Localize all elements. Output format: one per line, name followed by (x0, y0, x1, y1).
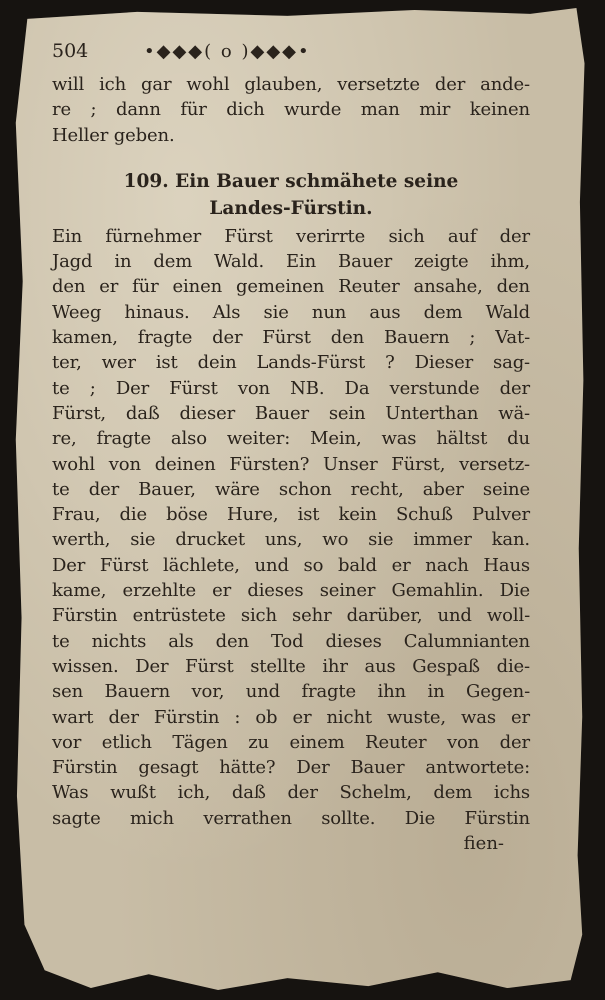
text-line: Der Fürst lächlete, und so bald er nach Haus (52, 554, 530, 576)
carry-over-paragraph (52, 72, 530, 148)
text-line: kame, erzehlte er dieses seiner Gemahlin. Die (52, 580, 530, 602)
story-body (52, 224, 530, 831)
text-line: werth, sie drucket uns, wo sie immer kan. (52, 529, 530, 551)
text-line: te ; Der Fürst von NB. Da verstunde der (52, 377, 530, 399)
text-line: Frau, die böse Hure, ist kein Schuß Pulver (52, 504, 530, 526)
text-line: Heller geben. (52, 124, 175, 146)
story-title-line: Landes-Fürstin. (209, 197, 373, 219)
text-line: Fürstin entrüstete sich sehr darüber, und woll- (52, 605, 530, 627)
text-line: Was wußt ich, daß der Schelm, dem ichs (52, 782, 530, 804)
catchword: fien- (463, 833, 504, 855)
text-line: will ich gar wohl glauben, versetzte der ande- (52, 74, 530, 95)
text-line: den er für einen gemeinen Reuter ansahe, den (52, 276, 530, 298)
text-line: wissen. Der Fürst stellte ihr aus Gespaß die- (52, 655, 530, 677)
text-line: sen Bauern vor, und fragte ihn in Gegen- (52, 681, 530, 703)
text-line: te der Bauer, wäre schon recht, aber seine (52, 478, 530, 500)
text-line: Fürst, daß dieser Bauer sein Unterthan wä- (52, 402, 530, 424)
page-text (52, 34, 530, 857)
text-line: Weeg hinaus. Als sie nun aus dem Wald (52, 301, 530, 323)
text-line: re ; dann für dich wurde man mir keinen (52, 99, 530, 121)
text-line: wart der Fürstin : ob er nicht wuste, was er (52, 706, 530, 728)
text-line: kamen, fragte der Fürst den Bauern ; Vat- (52, 327, 530, 349)
text-line: wohl von deinen Fürsten? Unser Fürst, versetz- (52, 453, 530, 475)
header-ornament: •◆◆◆( o )◆◆◆• (144, 40, 311, 62)
story-title-line: 109. Ein Bauer schmähete seine (123, 170, 459, 192)
text-line: re, fragte also weiter: Mein, was hältst du (52, 428, 530, 450)
text-line: Jagd in dem Wald. Ein Bauer zeigte ihm, (52, 251, 530, 273)
text-line: ter, wer ist dein Lands-Fürst ? Dieser sag- (52, 352, 530, 374)
story-title (52, 168, 530, 222)
page-number: 504 (52, 40, 89, 62)
text-line: Fürstin gesagt hätte? Der Bauer antwortete: (52, 757, 530, 779)
text-line: vor etlich Tägen zu einem Reuter von der (52, 731, 530, 753)
text-line: Ein fürnehmer Fürst verirrte sich auf der (52, 225, 530, 247)
page-header (52, 34, 530, 68)
text-line: sagte mich verrathen sollte. Die Fürstin (52, 807, 530, 829)
text-line: te nichts als den Tod dieses Calumnianten (52, 630, 530, 652)
